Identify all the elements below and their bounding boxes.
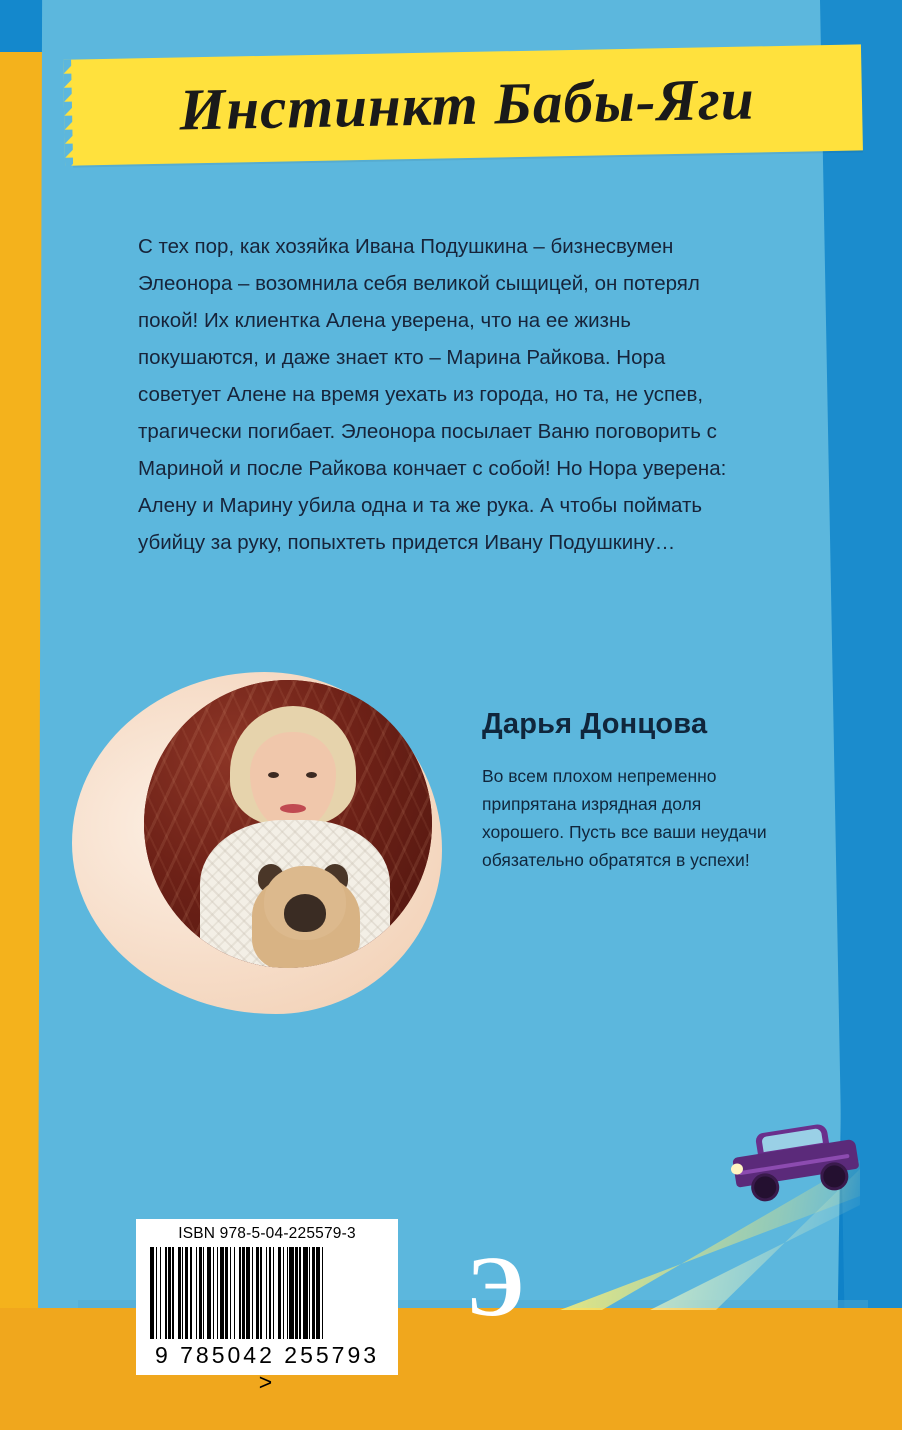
author-quote: Во всем плохом непременно припрятана изрядная доля хорошего. Пусть все ваши неудачи обязательно обратятся в успехи! <box>482 766 767 870</box>
book-title: Инстинкт Бабы-Яги <box>178 65 756 143</box>
author-mouth <box>280 804 306 813</box>
author-name: Дарья Донцова <box>482 708 708 740</box>
title-banner <box>71 44 863 165</box>
author-photo <box>72 672 442 1014</box>
author-eye-left <box>268 772 279 778</box>
blurb-text <box>138 228 748 561</box>
isbn-text: ISBN 978-5-04-225579-3 <box>178 1225 356 1242</box>
pug-muzzle <box>284 894 326 932</box>
blurb-paragraph: С тех пор, как хозяйка Ивана Подушкина – бизнесвумен Элеонора – возомнила себя великой сыщицей, он потерял покой! Их клиентка Алена уверена, что на ее жизнь покушаются, и даже знает кто – Марина Райкова. Нора советует Алене на время уехать из города, но та, не успев, трагически погибает. Элеонора посылает Ваню поговорить с Мариной и после Райкова кончает с собой! Но Нора уверена: Алену и Марину убила одна и та же рука. А чтобы поймать убийцу за руку, попыхтеть придется Ивану Подушкину… <box>138 235 727 554</box>
barcode-block <box>136 1219 398 1395</box>
barcode-digits: 9 785042 255793 > <box>154 1342 380 1395</box>
publisher-logo-letter: Э <box>466 1238 525 1334</box>
barcode-bars <box>144 1247 390 1339</box>
photo-circle <box>144 680 432 968</box>
author-eye-right <box>306 772 317 778</box>
publisher-logo <box>466 1238 538 1334</box>
